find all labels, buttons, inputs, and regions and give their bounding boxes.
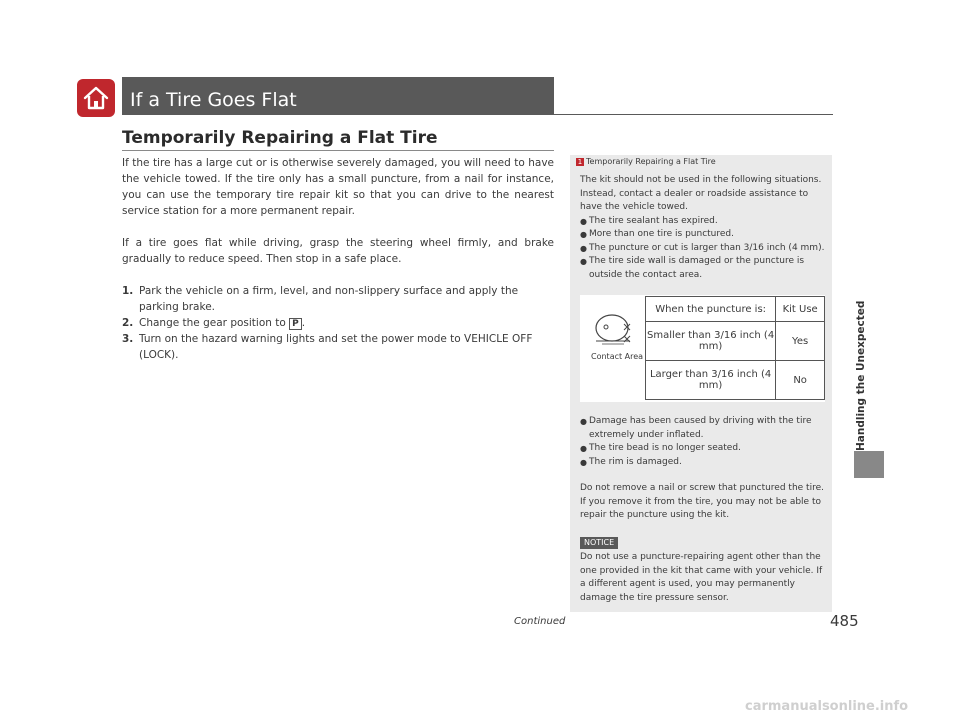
step-item	[122, 283, 554, 315]
sidebar-lower	[580, 415, 826, 605]
step-text: .	[301, 317, 306, 329]
body-paragraph: If the tire has a large cut or is otherwise severely damaged, you will need to have the vehicle towed. If the tire only has a small puncture, from a nail for instance, you can use the temporary tire repair kit so that you can drive to the nearest service station for a more permanent repair.	[122, 157, 554, 217]
step-item	[122, 331, 554, 363]
contact-area-label: Contact Area	[591, 352, 644, 361]
bullet-item: ● Damage has been caused by driving with the tire extremely under inflated.	[580, 415, 826, 442]
bullet-list	[580, 215, 826, 283]
step-number: 2.	[122, 317, 134, 329]
steps-list	[122, 283, 554, 363]
body-paragraph: If a tire goes flat while driving, grasp the steering wheel firmly, and brake gradually to reduce speed. Then stop in a safe place.	[122, 237, 554, 265]
bullet-item: ● The tire bead is no longer seated.	[580, 442, 826, 456]
step-number: 1.	[122, 285, 134, 297]
table-cell: Yes	[776, 322, 825, 361]
home-icon	[82, 84, 110, 112]
table-header-cell: Kit Use	[776, 297, 825, 322]
table-header-row	[646, 297, 825, 322]
bullet-item: ● More than one tire is punctured.	[580, 228, 826, 242]
bullet-list	[580, 415, 826, 469]
sidebar-note-text: Do not remove a nail or screw that punctured the tire. If you remove it from the tire, you may not be able to repair the puncture using the kit.	[580, 483, 824, 520]
section-title: Temporarily Repairing a Flat Tire	[122, 128, 438, 148]
sidebar-header	[576, 157, 716, 166]
section-divider	[122, 150, 554, 151]
page-number: 485	[830, 612, 859, 630]
tire-contact-illustration	[590, 310, 640, 352]
bullet-item: ● The tire side wall is damaged or the puncture is outside the contact area.	[580, 255, 826, 282]
chapter-tab-marker	[854, 451, 884, 478]
table-cell: Smaller than 3/16 inch (4 mm)	[646, 322, 776, 361]
bullet-item: ● The tire sealant has expired.	[580, 215, 826, 229]
step-item	[122, 315, 554, 331]
reference-icon: 1	[577, 158, 583, 166]
continued-label: Continued	[514, 616, 566, 627]
table-row	[646, 361, 825, 400]
sidebar-note	[570, 155, 832, 612]
sidebar-intro: The kit should not be used in the following situations. Instead, contact a dealer or roadside assistance to have the vehicle towed.	[580, 175, 822, 212]
notice-badge: NOTICE	[580, 537, 618, 549]
step-number: 3.	[122, 333, 134, 345]
table-cell: Larger than 3/16 inch (4 mm)	[646, 361, 776, 400]
puncture-table	[645, 296, 825, 400]
table-cell: No	[776, 361, 825, 400]
sidebar-header-text: Temporarily Repairing a Flat Tire	[586, 157, 716, 166]
table-header-cell: When the puncture is:	[646, 297, 776, 322]
title-divider	[554, 114, 833, 115]
step-text: Turn on the hazard warning lights and set the power mode to VEHICLE OFF (LOCK).	[139, 333, 533, 361]
bullet-item: ● The puncture or cut is larger than 3/16 inch (4 mm).	[580, 242, 826, 256]
main-body	[122, 155, 554, 363]
watermark: carmanualsonline.info	[745, 699, 909, 714]
bullet-item: ● The rim is damaged.	[580, 456, 826, 470]
chapter-tab[interactable]	[855, 131, 883, 451]
step-text: Park the vehicle on a firm, level, and non-slippery surface and apply the parking brake.	[139, 285, 519, 313]
step-text: Change the gear position to	[139, 317, 290, 329]
chapter-tab-label: Handling the Unexpected	[855, 300, 867, 451]
home-button[interactable]	[77, 79, 115, 117]
page-title: If a Tire Goes Flat	[130, 89, 297, 111]
notice-text: Do not use a puncture-repairing agent other than the one provided in the kit that came with your vehicle. If a different agent is used, you may permanently damage the tire pressure sensor.	[580, 552, 823, 603]
sidebar-content	[580, 174, 826, 282]
contact-area-figure	[580, 295, 825, 402]
page-title-bar	[122, 77, 554, 115]
gear-p-indicator: P	[289, 318, 302, 330]
table-row	[646, 322, 825, 361]
